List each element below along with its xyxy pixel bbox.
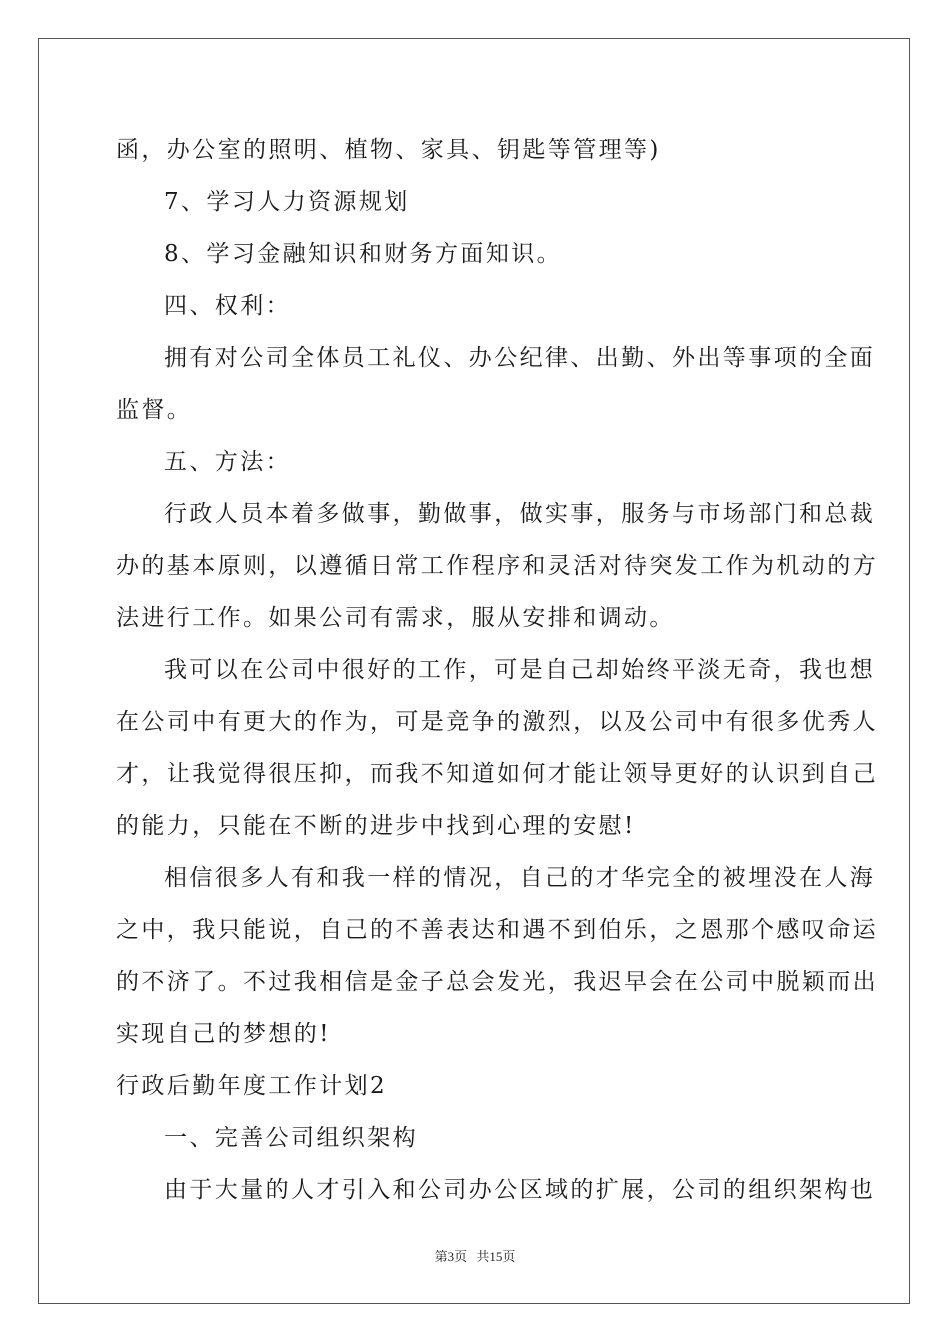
text-line: 监督。 [116,397,193,423]
text-line: 办的基本原则，以遵循日常工作程序和灵活对待突发工作为机动的方 [116,553,878,579]
page-total: 共15页 [476,1249,516,1264]
text-line: 法进行工作。如果公司有需求，服从安排和调动。 [116,605,675,631]
text-line: 在公司中有更大的作为，可是竞争的激烈，以及公司中有很多优秀人 [116,709,878,735]
section-heading: 一、完善公司组织架构 [164,1125,418,1151]
text-line: 行政人员本着多做事，勤做事，做实事，服务与市场部门和总裁 [164,501,876,527]
text-line: 的能力，只能在不断的进步中找到心理的安慰! [116,813,636,839]
text-line: 实现自己的梦想的! [116,1021,331,1047]
text-line: 的不济了。不过我相信是金子总会发光，我迟早会在公司中脱颖而出 [116,969,878,995]
text-line: 之中，我只能说，自己的不善表达和遇不到伯乐，之恩那个感叹命运 [116,917,878,943]
section-heading: 五、方法： [164,449,291,475]
document-title: 行政后勤年度工作计划2 [116,1073,388,1099]
text-line: 相信很多人有和我一样的情况，自己的才华完全的被埋没在人海 [164,865,876,891]
text-line: 由于大量的人才引入和公司办公区域的扩展，公司的组织架构也 [164,1177,876,1203]
text-line: 函，办公室的照明、植物、家具、钥匙等管理等) [116,137,661,163]
text-line: 7、学习人力资源规划 [164,189,410,215]
text-line: 8、学习金融知识和财务方面知识。 [164,241,563,267]
text-line: 才，让我觉得很压抑，而我不知道如何才能让领导更好的认识到自己 [116,761,878,787]
page-number: 第3页 [434,1249,468,1264]
text-line: 拥有对公司全体员工礼仪、办公纪律、出勤、外出等事项的全面 [164,345,876,371]
document-body [116,124,878,1216]
section-heading: 四、权利： [164,293,291,319]
text-line: 我可以在公司中很好的工作，可是自己却始终平淡无奇，我也想 [164,657,876,683]
page-footer [0,1246,950,1265]
